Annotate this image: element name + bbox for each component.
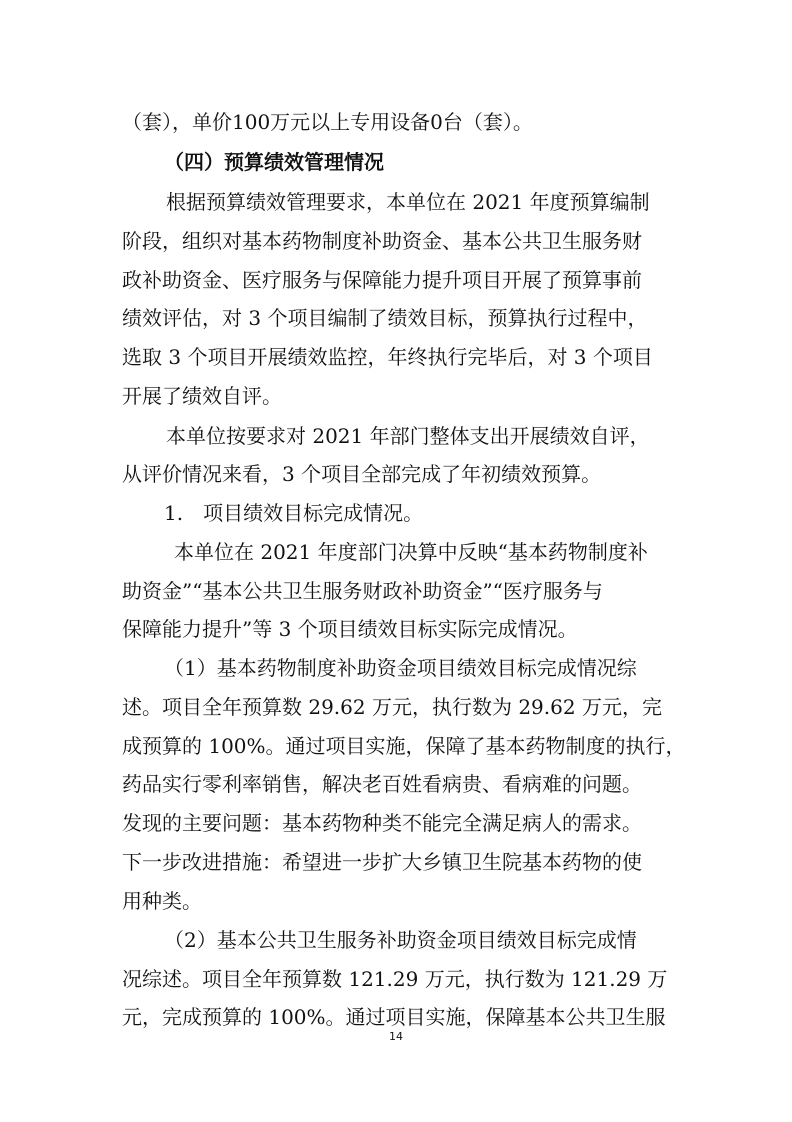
paragraph-line: （1）基本药物制度补助资金项目绩效目标完成情况综 [164, 656, 637, 680]
paragraph-line: 保障能力提升”等 3 个项目绩效目标实际完成情况。 [122, 617, 578, 641]
paragraph-line: 成预算的 100%。通过项目实施，保障了基本药物制度的执行， [122, 734, 686, 758]
paragraph-line: 本单位在 2021 年度部门决算中反映“基本药物制度补 [174, 540, 648, 564]
paragraph-line: 下一步改进措施：希望进一步扩大乡镇卫生院基本药物的使 [122, 850, 642, 874]
paragraph-line: 从评价情况来看，3 个项目全部完成了年初绩效预算。 [122, 462, 602, 486]
paragraph-line: 本单位按要求对 2021 年部门整体支出开展绩效自评， [166, 424, 650, 448]
paragraph-line: 述。项目全年预算数 29.62 万元，执行数为 29.62 万元，完 [122, 695, 662, 719]
paragraph-line: 阶段，组织对基本药物制度补助资金、基本公共卫生服务财 [122, 229, 642, 253]
text-line-continuation: （套），单价100万元以上专用设备0台（套）。 [122, 110, 533, 134]
paragraph-line: （2）基本公共卫生服务补助资金项目绩效目标完成情 [164, 928, 637, 952]
paragraph-line: 绩效评估，对 3 个项目编制了绩效目标，预算执行过程中， [122, 306, 648, 330]
paragraph-line: 开展了绩效自评。 [122, 384, 282, 408]
paragraph-line: 元，完成预算的 100%。通过项目实施，保障基本公共卫生服 [122, 1005, 666, 1029]
paragraph-line: 况综述。项目全年预算数 121.29 万元，执行数为 121.29 万 [122, 967, 668, 991]
section-heading: （四）预算绩效管理情况 [164, 150, 384, 174]
paragraph-line: 用种类。 [122, 889, 202, 913]
paragraph-line: 助资金”“基本公共卫生服务财政补助资金”“医疗服务与 [122, 579, 603, 603]
page-number: 14 [389, 1030, 403, 1043]
paragraph-line: 发现的主要问题：基本药物种类不能完全满足病人的需求。 [122, 811, 642, 835]
paragraph-line: 药品实行零利率销售，解决老百姓看病贵、看病难的问题。 [122, 772, 642, 796]
paragraph-line: 选取 3 个项目开展绩效监控，年终执行完毕后，对 3 个项目 [122, 345, 653, 369]
paragraph-line: 根据预算绩效管理要求，本单位在 2021 年度预算编制 [166, 190, 650, 214]
paragraph-line: 政补助资金、医疗服务与保障能力提升项目开展了预算事前 [122, 268, 642, 292]
subsection-heading: 1. 项目绩效目标完成情况。 [164, 501, 424, 525]
